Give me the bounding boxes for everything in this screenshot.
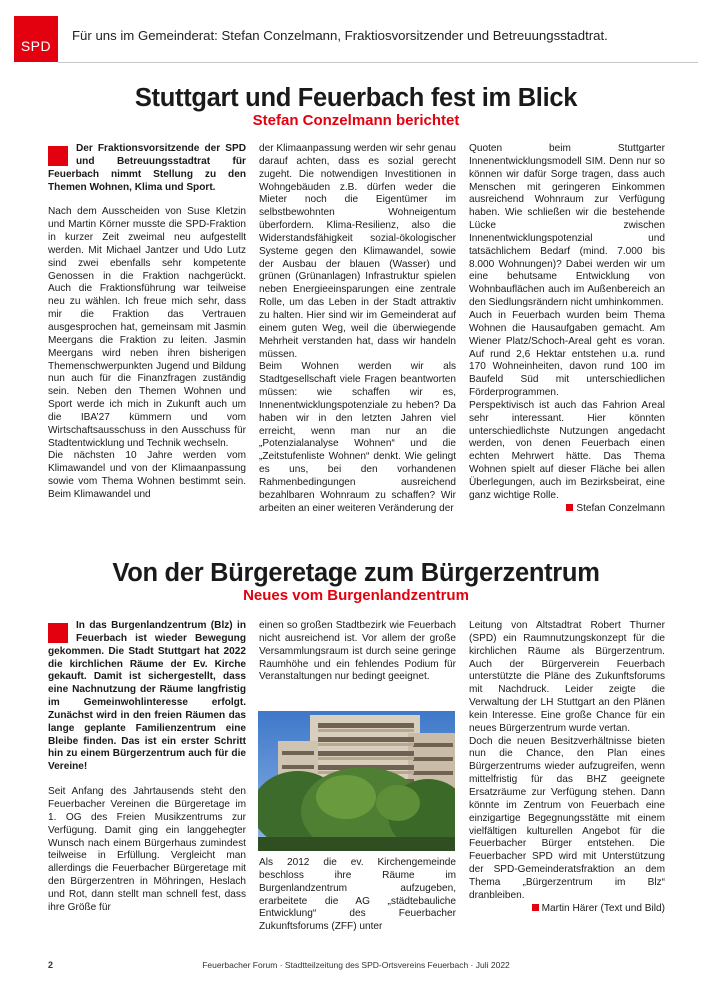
article1-paragraph: Beim Wohnen werden wir als Stadtgesellschaft viele Fragen beantworten müssen: wie schaffen wir es, Innenentwicklungspotenziale zu heben? Da haben wir in den letzten Jahren viel erreicht, wenn man nur an die „Potenzialanalyse Wohnen“ und die „Zeitstufenliste Wohnen“ denkt. Wie gelingt es uns, bei den vorhandenen Rahmenbedingungen ausreichend bezahlbaren Wohnraum zu schaffen? Wir arbeiten an einer weiteren Veränderung der <box>259 361 456 514</box>
article2-signature <box>469 903 665 916</box>
article2-lead <box>48 620 246 774</box>
top-bar <box>0 0 712 62</box>
article2-paragraph: Doch die neuen Besitzverhältnisse bieten nun die Chance, den Plan eines Bürgerzentrums wieder aufzugreifen, wenn mittelfristig für das BHZ geeignete Ersatzräume zur Verfügung stehen. Dann könnte im Zentrum von Feuerbach eine einzigartige Begegnungsstätte mit einem vielfältigen kulturellen Angebot für die Feuerbacher Bürger entstehen. Die Feuerbacher SPD wird mit Unterstützung der SPD-Gemeinderatsfraktion an dem Thema „Bürgerzentrum im Blz“ dranbleiben. <box>469 735 665 901</box>
strapline: Für uns im Gemeinderat: Stefan Conzelmann, Fraktiosvorsitzender und Betreuungsstadtrat. <box>72 28 608 43</box>
article1-lead-text: Der Fraktionsvorsitzende der SPD und Betreuungsstadtrat für Feuerbach nimmt Stellung zu den Themen Wohnen, Klima und Sport. <box>48 143 246 193</box>
article1-paragraph: Auch in Feuerbach wurden beim Thema Wohnen die Hausaufgaben gemacht. Am Wiener Platz/Schoch-Areal geht es voran. Auf rund 2,6 Hektar entstehen u.a. rund 170 Wohneinheiten, davon rund 100 im Baufeld Süd mit unterschiedlichen Förderprogrammen. <box>469 309 665 399</box>
article2-subheadline: Neues vom Burgenlandzentrum <box>243 587 469 604</box>
article1-paragraph: Nach dem Ausscheiden von Suse Kletzin und Martin Körner musste die SPD-Fraktion in kurzer Zeit zweimal neu aufgestellt werden. Mit Michael Jantzer und Udo Lutz sind zwei ebenfalls sehr kompetente Genossen in die Fraktion nachgerückt. Auch die Fraktionsführung war teilweise neu zu wählen. Ich freue mich sehr, dass mir die Fraktion das Vertrauen ausgesprochen hat, gemeinsam mit Jasmin Meergans die Fraktion zu leiten. Jasmin Meergans wird neben ihren bisherigen Themenschwerpunkten Jugend und Bildung nun auch für die Finanzfragen zuständig sein. Neben den Themen Wohnen und Sport werde ich mich in Zukunft auch um die IBA’27 kümmern und vom Wirtschaftsausschuss in den Ausschuss für Stadtentwicklung und Technik wechseln. <box>48 206 246 449</box>
spd-logo <box>14 16 58 62</box>
publication-line: Feuerbacher Forum · Stadtteilzeitung des SPD-Ortsvereins Feuerbach · Juli 2022 <box>202 960 510 970</box>
article1-column-1 <box>48 143 246 502</box>
signature-marker <box>532 904 539 911</box>
article1-paragraph: Quoten beim Stuttgarter Innenentwicklungsmodell SIM. Denn nur so können wir dafür Sorge tragen, dass auch Menschen mit geringeren Einkommen ausreichend Wohnraum zur Verfügung haben. Wie schließen wir die bestehende Lücke zwischen Innenentwicklungspotenzial und tatsächlichem Bedarf (mind. 7.000 bis 8.000 Wohnungen)? Dabei werden wir um eine behutsame Entwicklung von Wohnbauflächen auch im Außenbereich an den Siedlungsrändern nicht umhinkommen. <box>469 143 665 309</box>
article2-column-2b <box>259 857 456 934</box>
article2-paragraph: Als 2012 die ev. Kirchengemeinde beschloss ihre Räume im Burgenlandzentrum aufzugeben, erarbeitete die AG „städtebauliche Entwicklung“ des Feuerbacher Zukunftsforums (ZFF) unter <box>259 857 456 933</box>
article1-signature <box>469 503 665 516</box>
article2-column-3 <box>469 620 665 915</box>
article2-paragraph: Seit Anfang des Jahrtausends steht den Feuerbacher Vereinen die Bürgeretage im 1. OG des Freien Musikzentrums zur Verfügung. Damit ging ein langgehegter Wunsch nach einem Bürgerhaus zumindest teilweise in Erfüllung. Vergleicht man allerdings die Feuerbacher Bürgeretage mit den Bürgerzentren in Möhringen, Heslach und Rot, dann stellt man schnell fest, dass ihre Größe für <box>48 786 246 913</box>
article1-headline: Stuttgart und Feuerbach fest im Blick <box>134 84 578 112</box>
article1-lead <box>48 143 246 194</box>
article2-lead-text: In das Burgenlandzentrum (Blz) in Feuerbach ist wieder Bewegung gekommen. Die Stadt Stuttgart hat 2022 die kirchlichen Räume der Ev. Kirche gekauft. Damit ist sichergestellt, dass eine Nachnutzung der Räume langfristig im Gemeinwohlinteresse erfolgt. Zunächst wird in den freien Räumen das lange geplante Familienzentrum eine Bleibe finden. Das ist ein erster Schritt hin zu einem Bürgerzentrum auch für die Vereine! <box>48 620 246 773</box>
article2-paragraph: einen so großen Stadtbezirk wie Feuerbach nicht ausreichend ist. Vor allem der große Versammlungsraum ist durch seine geringe Raumhöhe und ein fehlendes Podium für Veranstaltungen nur bedingt geeignet. <box>259 620 456 683</box>
article1-paragraph: Perspektivisch ist auch das Fahrion Areal sehr interessant. Hier könnten unterschiedlichste Nutzungen angedacht werden, von denen Feuerbach einen echten Mehrwert hätte. Das Thema Wohnen spielt auf dieser Fläche bei allen Überlegungen, auch im Bezirksbeirat, eine ganz wichtige Rolle. <box>469 399 665 501</box>
burgenlandzentrum-photo <box>258 711 455 851</box>
article2-paragraph: Leitung von Altstadtrat Robert Thurner (SPD) ein Raumnutzungskonzept für die kirchlichen Räume als Bürgerzentrum. Auch der Bürgerverein Feuerbach unterstützte die Pläne des Zukunftsforums mit Nachdruck. Leider zeigte die Verwaltung der LH Stuttgart an den Plänen kein Interesse. Eine große Chance für ein neues Bürgerzentrum wurde vertan. <box>469 620 665 734</box>
article1-paragraph: Die nächsten 10 Jahre werden vom Klimawandel und von der Klimaanpassung sowie vom Thema Wohnen bestimmt sein. Beim Klimawandel und <box>48 450 246 500</box>
article2-signature-text: Martin Härer (Text und Bild) <box>541 902 665 914</box>
article1-signature-text: Stefan Conzelmann <box>576 502 665 514</box>
red-square-marker <box>48 146 68 166</box>
spd-logo-text: SPD <box>20 38 52 54</box>
article2-column-2 <box>259 620 456 684</box>
page-number: 2 <box>48 960 54 970</box>
strapline-bar <box>58 16 698 63</box>
article2-headline: Von der Bürgeretage zum Bürgerzentrum <box>112 559 600 587</box>
signature-marker <box>566 504 573 511</box>
red-square-marker <box>48 623 68 643</box>
article1-column-3 <box>469 143 665 515</box>
article2-column-1 <box>48 620 246 915</box>
article1-subheadline: Stefan Conzelmann berichtet <box>252 112 460 129</box>
article1-paragraph: der Klimaanpassung werden wir sehr genau darauf achten, dass es sozial gerecht zugeht. Die notwendigen Investitionen in Wohngebäuden z.B. dürfen weder die Mieter noch die Eigentümer im selbstbewohnten Wohneigentum überfordern. Klima-Resilienz, also die Widerstandsfähigkeit sozial-ökologischer Systeme gegen den Klimawandel, sowie der Ausbau der blauen (Wasser) und grünen (Grünanlagen) Infrastruktur spielen neben Energieeinsparungen eine zentrale Rolle, um das Leben in der Stadt attraktiv zu halten. Hier sind wir im Gemeinderat auf einem guten Weg, weil die überwiegende Mehrheit verstanden hat, dass wir handeln müssen. <box>259 143 456 360</box>
article1-column-2 <box>259 143 456 515</box>
